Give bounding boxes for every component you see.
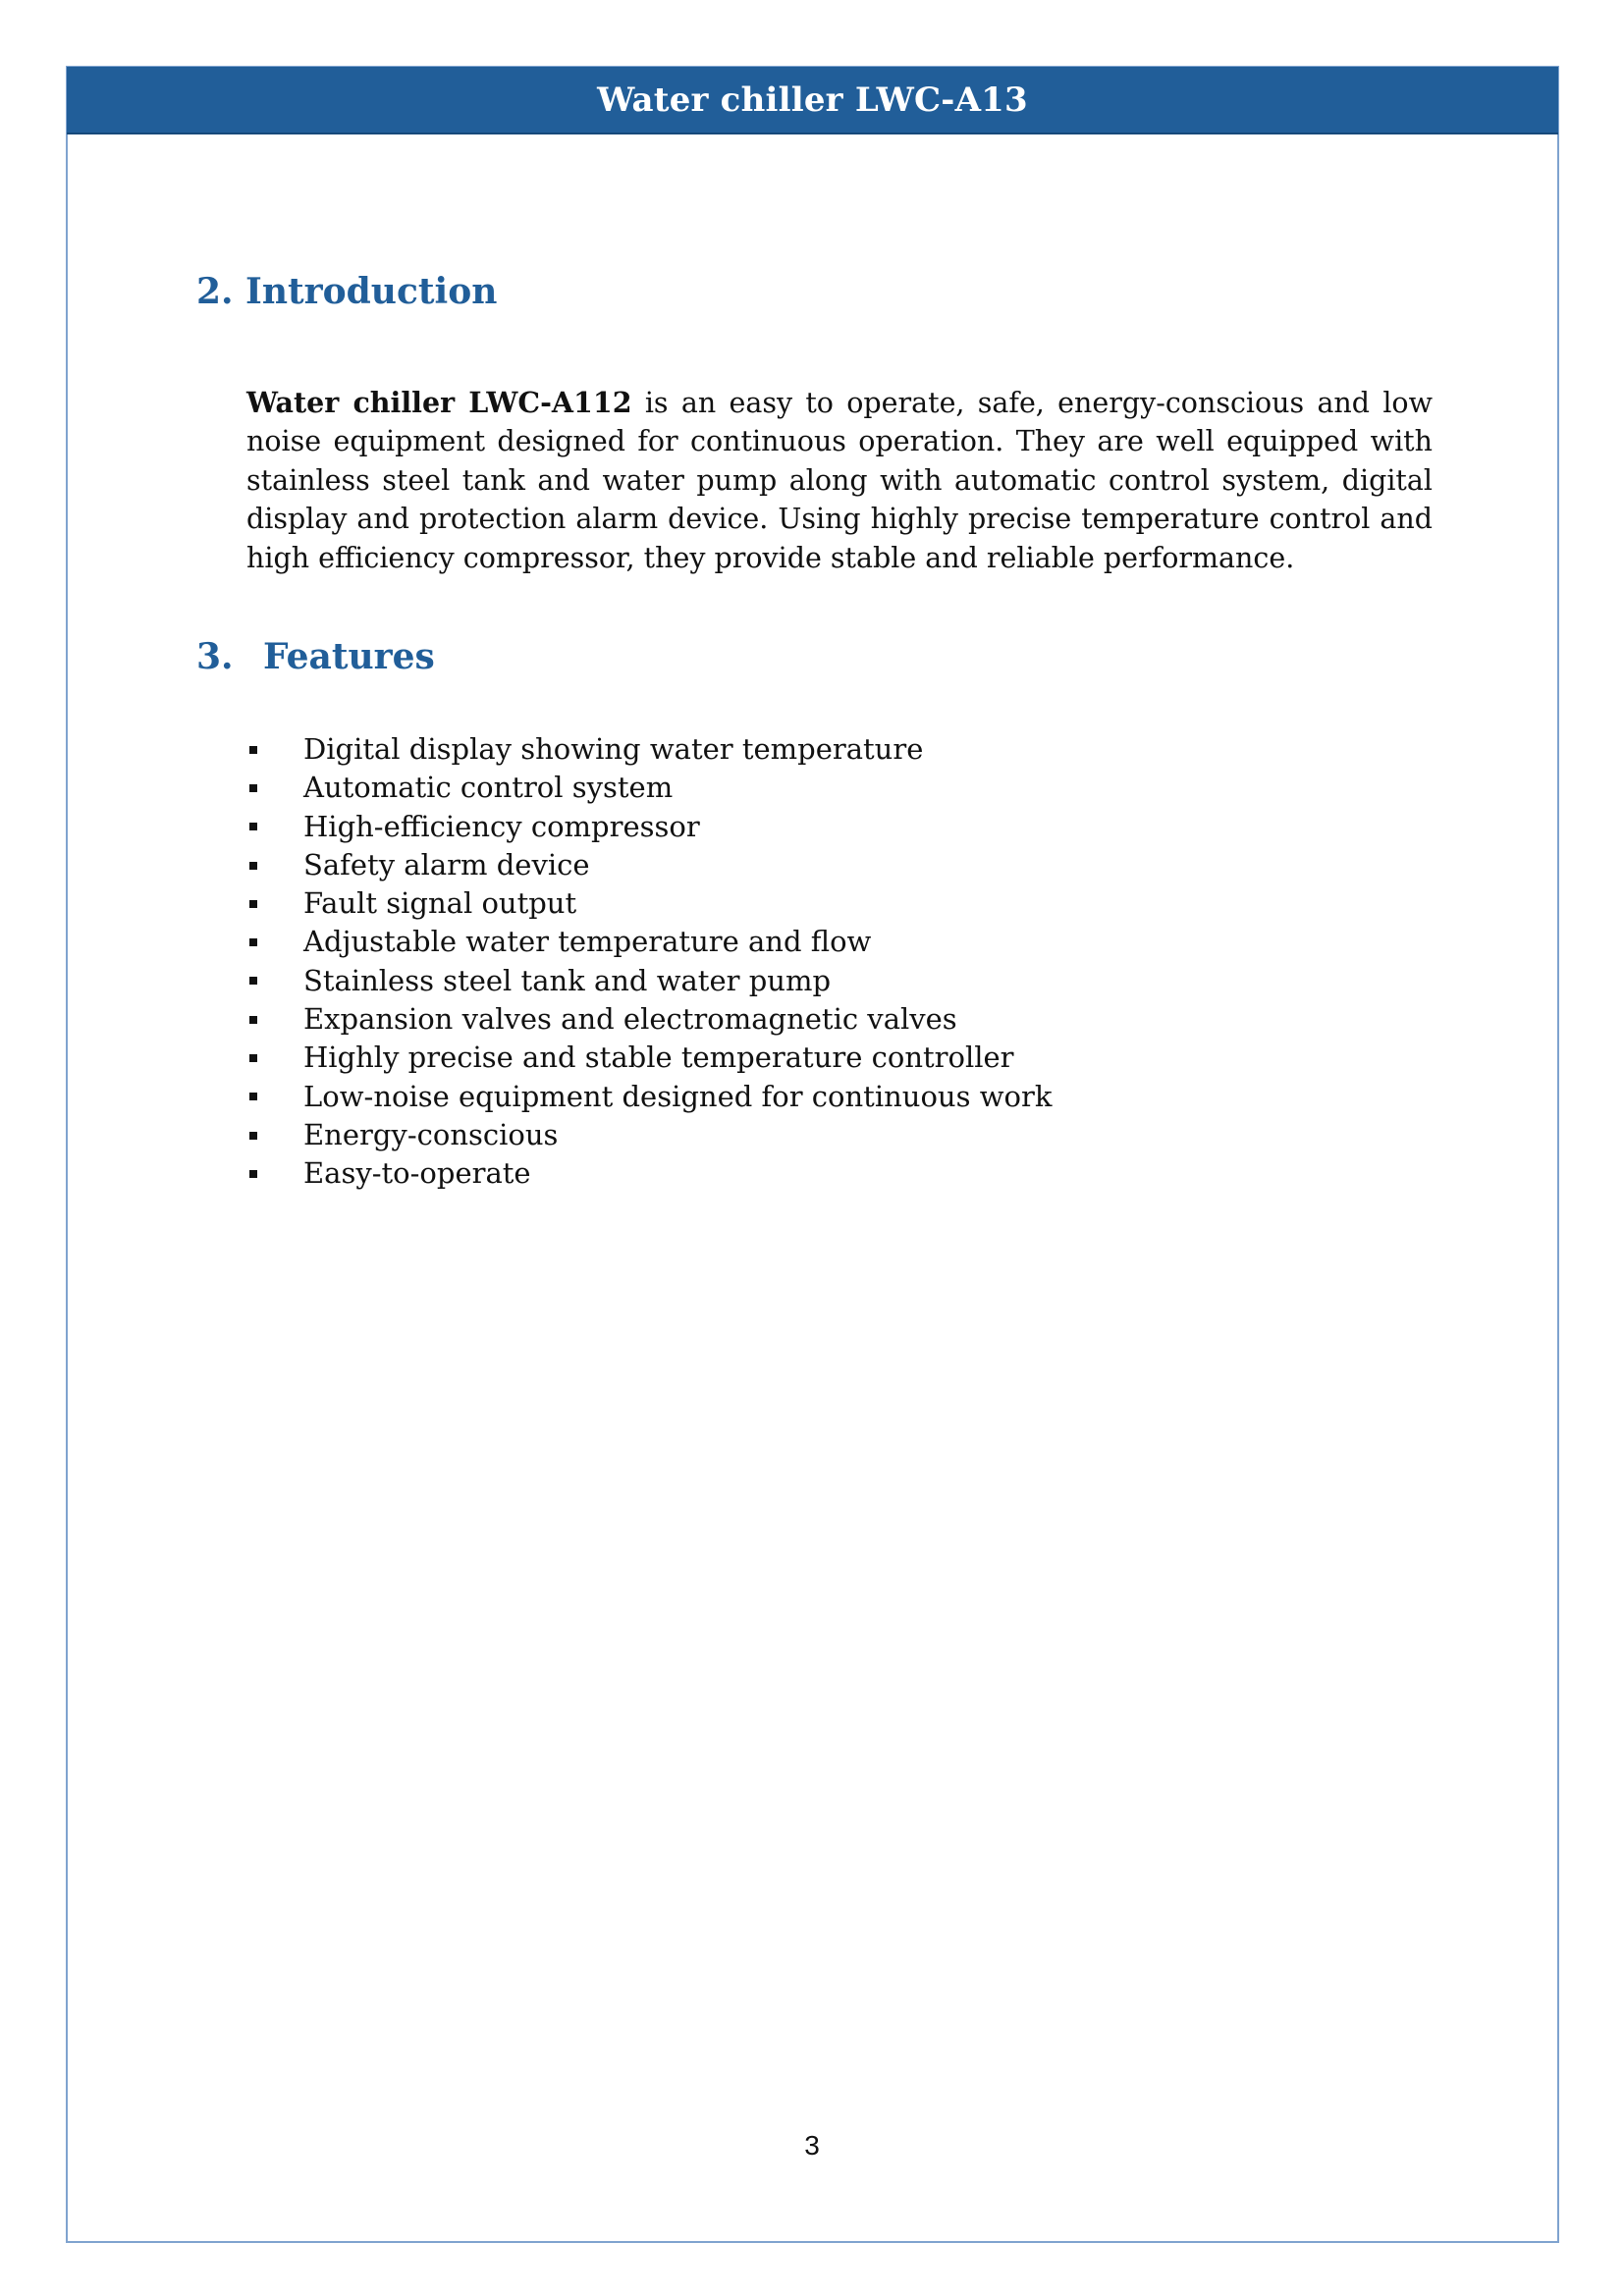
feature-text: Stainless steel tank and water pump	[303, 963, 832, 997]
document-title: Water chiller LWC-A13	[597, 80, 1028, 120]
feature-text: Energy-conscious	[303, 1117, 559, 1151]
feature-text: Adjustable water temperature and flow	[303, 925, 872, 959]
square-bullet-icon	[249, 1132, 257, 1140]
square-bullet-icon	[249, 784, 257, 792]
square-bullet-icon	[249, 1093, 257, 1100]
square-bullet-icon	[249, 746, 257, 754]
feature-item	[246, 1000, 1052, 1039]
feature-text: Digital display showing water temperature	[303, 732, 924, 766]
square-bullet-icon	[249, 1016, 257, 1024]
introduction-paragraph	[246, 384, 1433, 578]
square-bullet-icon	[249, 1054, 257, 1062]
feature-item	[246, 923, 1052, 961]
introduction-body: is an easy to operate, safe, energy-conscious and low noise equipment designed for continuous operation. They are well equipped with stainless steel tank and water pump along with automatic control system, digital display and protection alarm device. Using highly precise temperature control and high efficiency compressor, they provide stable and reliable performance.	[246, 386, 1433, 574]
introduction-title: Introduction	[245, 271, 498, 312]
page-number: 3	[804, 2130, 820, 2161]
feature-list	[246, 730, 1052, 1194]
feature-text: Low-noise equipment designed for continuous work	[303, 1079, 1053, 1113]
square-bullet-icon	[249, 823, 257, 830]
product-name: Water chiller LWC-A112	[246, 385, 632, 419]
header-bar	[67, 67, 1558, 134]
features-number: 3.	[196, 636, 234, 677]
feature-item	[246, 846, 1052, 884]
feature-item	[246, 1116, 1052, 1154]
introduction-heading	[196, 271, 497, 312]
square-bullet-icon	[249, 900, 257, 908]
feature-text: High-efficiency compressor	[303, 809, 700, 843]
feature-text: Fault signal output	[303, 886, 577, 921]
feature-item	[246, 884, 1052, 923]
feature-text: Easy-to-operate	[303, 1156, 531, 1191]
introduction-number: 2.	[196, 271, 234, 312]
feature-text: Expansion valves and electromagnetic valves	[303, 1002, 957, 1037]
feature-item	[246, 1154, 1052, 1193]
feature-item	[246, 1078, 1052, 1116]
square-bullet-icon	[249, 862, 257, 870]
feature-item	[246, 769, 1052, 807]
feature-item	[246, 808, 1052, 846]
feature-text: Safety alarm device	[303, 847, 590, 881]
features-heading	[196, 636, 435, 677]
square-bullet-icon	[249, 977, 257, 985]
feature-text: Automatic control system	[303, 771, 674, 805]
features-title: Features	[263, 636, 435, 677]
feature-item	[246, 962, 1052, 1000]
feature-item	[246, 1039, 1052, 1077]
feature-text: Highly precise and stable temperature controller	[303, 1041, 1014, 1075]
square-bullet-icon	[249, 938, 257, 946]
square-bullet-icon	[249, 1170, 257, 1178]
feature-item	[246, 730, 1052, 769]
